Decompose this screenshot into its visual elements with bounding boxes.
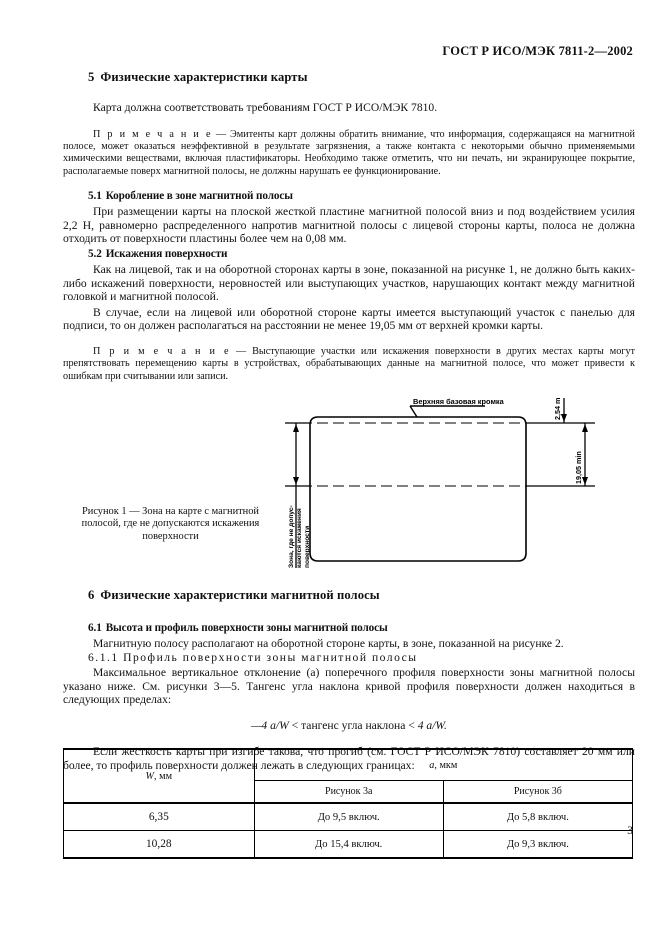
profile-limits-table — [63, 748, 633, 859]
para-s5-intro: Карта должна соответствовать требованиям ГОСТ Р ИСО/МЭК 7810. — [93, 101, 438, 114]
table-header-row-main — [64, 749, 633, 781]
para-s6-1: Магнитную полосу располагают на оборотной стороне карты, в зоне, показанной на рисунке 2. — [93, 637, 564, 650]
heading-section-6-title: Физические характеристики магнитной полосы — [100, 588, 380, 602]
heading-section-5-number: 5 — [88, 70, 95, 84]
heading-section-6-number: 6 — [88, 588, 95, 602]
note-s5-text: — Эмитенты карт должны обратить внимание, что информация, содержащаяся на магнитной полосе, может оказаться неэффективной в результате загрязнения, а также контакта с некоторыми обычно применяемыми химическими веществами, включая пластификаторы. Необходимо также отметить, что ни печать, ни экранирующее покрытие, располагаемые поверх магнитной полосы, не должны нарушать ее функционирование. — [63, 128, 635, 177]
figure-1-block — [63, 398, 635, 583]
figure-label-zone-line3: поверхности — [304, 525, 311, 568]
table-cell-w-1: 10,28 — [64, 831, 255, 859]
leader-line-top-edge — [410, 406, 417, 417]
heading-section-5-1 — [88, 190, 635, 202]
table-cell-fig3b-0: До 5,8 включ. — [443, 803, 632, 831]
table-header-width-unit: , мм — [154, 770, 173, 782]
document-body — [63, 70, 635, 383]
formula-right-term: 4 a/W. — [417, 718, 447, 732]
heading-section-5 — [88, 70, 635, 85]
table-header-figure-3b: Рисунок 3б — [443, 781, 632, 804]
formula-middle-term: < тангенс угла наклона < — [291, 718, 415, 732]
running-header: ГОСТ Р ИСО/МЭК 7811-2—2002 — [442, 44, 633, 58]
figure-label-top-edge: Верхняя базовая кромка — [413, 398, 504, 406]
arrowhead-left-up — [293, 424, 299, 432]
table-cell-w-0: 6,35 — [64, 803, 255, 831]
note-s5-2 — [63, 346, 635, 383]
note-s5 — [63, 129, 635, 179]
para-s5-2-first: Как на лицевой, так и на оборотной сторонах карты в зоне, показанной на рисунке 1, не должно быть каких-либо искажений поверхности, неровностей или выступающих участков, нарушающих контакт между магнитной головкой и магнитной полосой. — [63, 263, 635, 304]
figure-dim-254-label: 2,54 max — [553, 398, 562, 420]
figure-label-zone-line1: Зона, где не допус- — [288, 505, 295, 568]
table-header-width-symbol: W — [145, 770, 155, 782]
table-header-width — [64, 749, 255, 803]
figure-1-caption: Рисунок 1 — Зона на карте с магнитной полосой, где не допускаются искажения поверхности — [81, 506, 260, 542]
heading-section-6-1-1-number: 6.1.1 — [88, 650, 119, 664]
page-number: 3 — [627, 825, 633, 837]
formula-slope — [63, 719, 635, 732]
figure-label-zone-line2: каются искажения — [296, 508, 303, 568]
heading-section-5-1-number: 5.1 — [88, 190, 102, 203]
note-s5-label: П р и м е ч а н и е — [93, 128, 213, 140]
formula-left-term: —4 a/W — [251, 718, 289, 732]
heading-section-6-1-1 — [88, 651, 635, 665]
heading-section-6-1-1-title: Профиль поверхности зоны магнитной полосы — [123, 650, 418, 664]
table-cell-fig3a-1: До 15,4 включ. — [254, 831, 443, 859]
para-s5-1: При размещении карты на плоской жесткой пластине магнитной полосой вниз и под воздействием усилия 2,2 Н, равномерно распределенного напротив магнитной полосы с лицевой стороны карты, полоса не должна отходить от поверхности пластины более чем на 0,08 мм. — [63, 205, 635, 246]
para-s6-1-1-after: Если жесткость карты при изгибе такова, что прогиб (см. ГОСТ Р ИСО/МЭК 7810) составляет 20 мм или более, то профиль поверхности должен лежать в следующих границах: — [63, 744, 635, 772]
heading-section-5-title: Физические характеристики карты — [100, 70, 308, 84]
heading-section-6-1-title: Высота и профиль поверхности зоны магнитной полосы — [105, 622, 388, 634]
figure-1-drawing — [285, 398, 635, 583]
figure-1-svg — [285, 398, 635, 583]
table-header-a-unit: , мкм — [434, 759, 458, 771]
para-s5-2-second: В случае, если на лицевой или оборотной стороне карты имеется выступающий участок с панелью для подписи, то он должен располагаться на расстоянии не менее 19,05 мм от верхней кромки карты. — [63, 305, 635, 333]
para-s6-1-1: Максимальное вертикальное отклонение (a) поперечного профиля поверхности зоны магнитной полосы указано ниже. См. рисунки 3—5. Тангенс угла наклона кривой профиля поверхности должен находиться в следующих пределах: — [63, 666, 635, 707]
arrowhead-left-down — [293, 477, 299, 485]
table-cell-fig3a-0: До 9,5 включ. — [254, 803, 443, 831]
table-header-a-group — [254, 749, 632, 781]
heading-section-6-1 — [88, 622, 635, 634]
heading-section-5-1-title: Коробление в зоне магнитной полосы — [105, 190, 293, 203]
table-header-a-symbol: a — [429, 759, 435, 771]
heading-section-6 — [88, 588, 635, 603]
figure-label-zone — [288, 503, 311, 568]
table-header-figure-3a: Рисунок 3а — [254, 781, 443, 804]
note-s5-2-text: — Выступающие участки или искажения поверхности в других местах карты могут препятствовать перемещению карты в устройствах, обрабатывающих данные на магнитной полосе, что может привести к ошибкам при считывании или записи. — [63, 345, 636, 382]
document-body-lower — [63, 588, 635, 772]
note-s5-2-label: П р и м е ч а н и е — [93, 345, 231, 357]
arrowhead-1905-up — [582, 424, 588, 432]
table-cell-fig3b-1: До 9,3 включ. — [443, 831, 632, 859]
heading-section-5-2-title: Искажения поверхности — [105, 248, 228, 260]
heading-section-6-1-number: 6.1 — [88, 622, 102, 634]
heading-section-5-2-number: 5.2 — [88, 248, 102, 260]
figure-dim-1905-label: 19,05 min — [574, 451, 583, 484]
heading-section-5-2 — [88, 248, 635, 260]
card-outline — [310, 417, 526, 561]
